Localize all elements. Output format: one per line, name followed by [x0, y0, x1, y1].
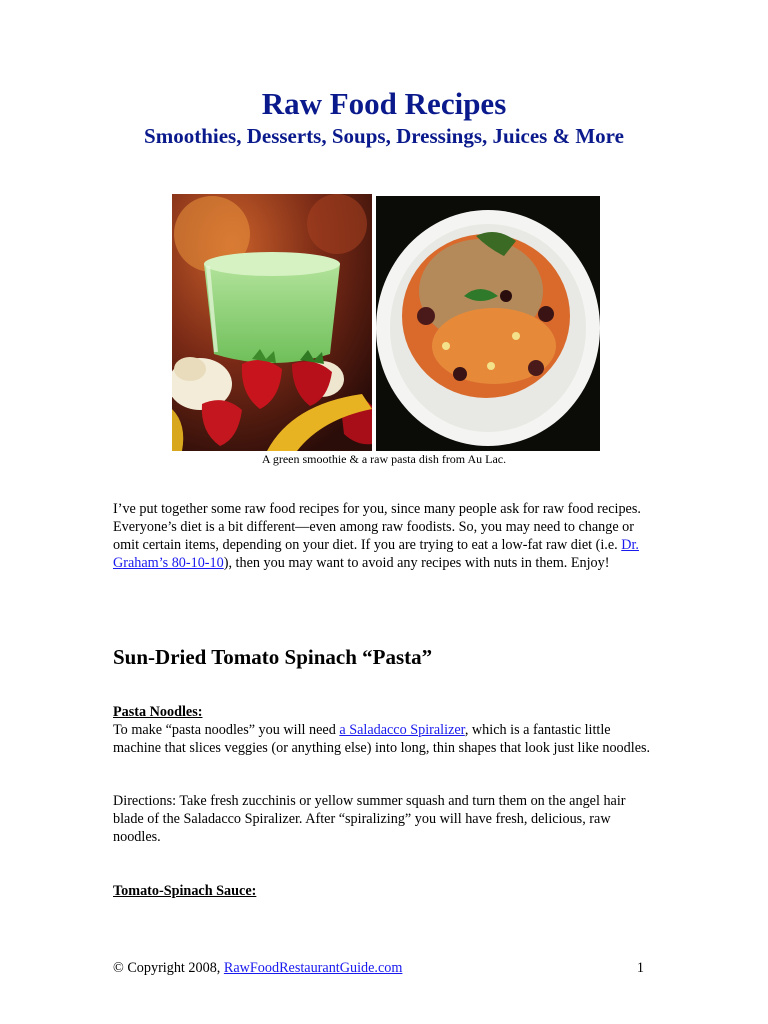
- page-footer: [113, 959, 644, 977]
- noodles-text: To make “pasta noodles” you will need: [113, 722, 340, 738]
- raw-pasta-photo: [376, 196, 600, 451]
- green-smoothie-photo: [172, 194, 372, 451]
- page-number: 1: [636, 960, 644, 976]
- copyright-text: © Copyright 2008,: [113, 960, 224, 976]
- noodles-text-end: , which is a fantastic little machine that slices veggies (or anything else) into long, thin shapes that look just like noodles.: [113, 722, 651, 756]
- noodles-paragraph: [113, 721, 658, 757]
- intro-text-end: ), then you may want to avoid any recipes with nuts in them. Enjoy!: [223, 555, 610, 571]
- intro-paragraph: [113, 500, 658, 572]
- saladacco-spiralizer-link[interactable]: a Saladacco Spiralizer: [339, 722, 465, 738]
- pasta-noodles-heading: Pasta Noodles:: [113, 704, 203, 720]
- page-title: Raw Food Recipes: [261, 86, 507, 121]
- recipe-heading: Sun-Dried Tomato Spinach “Pasta”: [113, 645, 433, 669]
- tomato-spinach-sauce-heading: Tomato-Spinach Sauce:: [113, 883, 257, 899]
- image-caption: A green smoothie & a raw pasta dish from Au Lac.: [261, 452, 507, 466]
- page-subtitle: Smoothies, Desserts, Soups, Dressings, Juices & More: [144, 124, 624, 148]
- intro-text: I’ve put together some raw food recipes for you, since many people ask for raw food recipes. Everyone’s diet is a bit different—even among raw foodists. So, you may need to change or omit certain items, depending on your diet. If you are trying to eat a low-fat raw diet (i.e.: [113, 501, 641, 553]
- site-link[interactable]: RawFoodRestaurantGuide.com: [223, 960, 403, 976]
- directions-paragraph: Directions: Take fresh zucchinis or yellow summer squash and turn them on the angel hair blade of the Saladacco Spiralizer. After “spiralizing” you will have fresh, delicious, raw noodles.: [113, 793, 626, 845]
- dr-graham-link[interactable]: Dr. Graham’s 80-10-10: [113, 537, 639, 571]
